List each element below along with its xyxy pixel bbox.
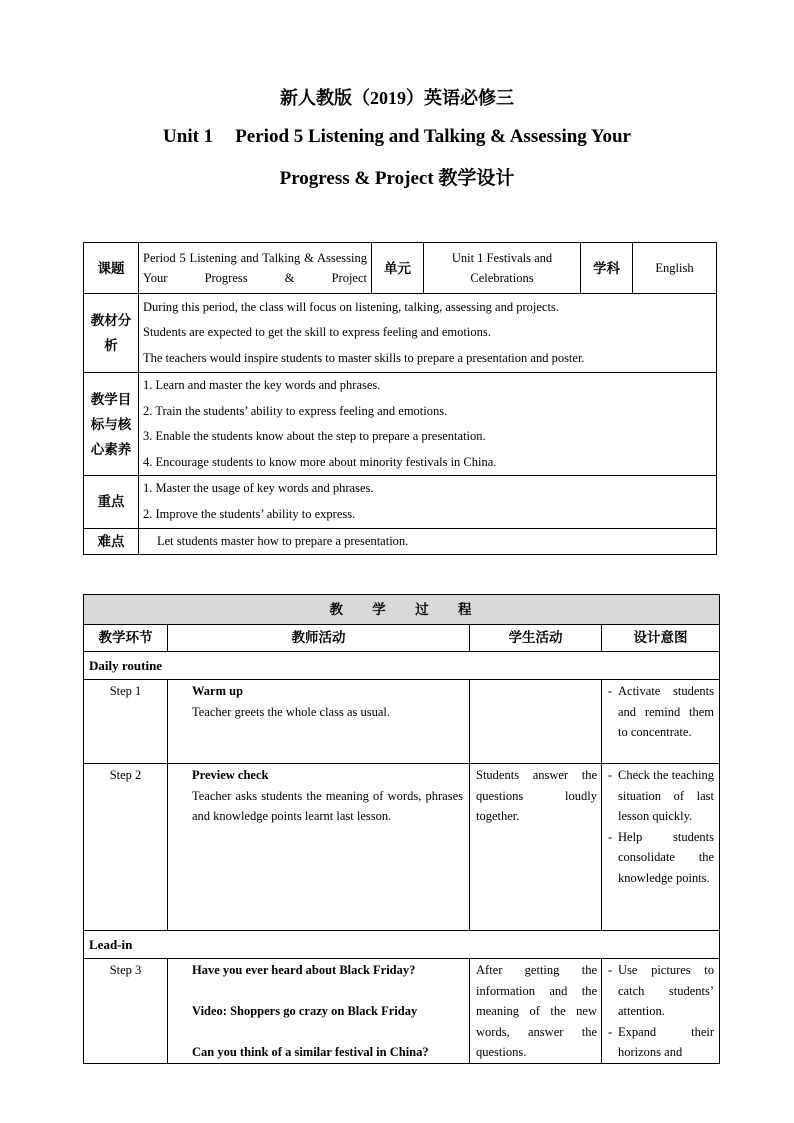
step-label: Step 1 — [84, 680, 168, 764]
purpose-item: - Check the teaching situation of last lesson quickly. — [608, 768, 714, 823]
goals-content — [139, 373, 717, 476]
key-point-item: 2. Improve the students’ ability to express. — [143, 506, 356, 521]
section-lead-in: Lead-in — [84, 931, 720, 959]
teacher-activity — [168, 764, 470, 931]
col-student-header: 学生活动 — [470, 625, 602, 652]
section-daily-routine: Daily routine — [84, 652, 720, 680]
student-activity: Students answer the questions loudly together. — [470, 764, 602, 931]
goal-item: 4. Encourage students to know more about minority festivals in China. — [143, 454, 497, 469]
step-row — [84, 764, 720, 931]
analysis-line: During this period, the class will focus on listening, talking, assessing and projects. — [143, 299, 559, 314]
document-title — [0, 80, 794, 200]
goals-label: 教学目标与核心素养 — [84, 373, 139, 476]
activity-title: Preview check — [192, 768, 269, 782]
student-activity: After getting the information and the meaning of the new words, answer the questions. — [470, 959, 602, 1064]
goals-row — [84, 373, 717, 476]
key-point-item: 1. Master the usage of key words and phrases. — [143, 481, 374, 496]
analysis-row — [84, 294, 717, 373]
section-row — [84, 931, 720, 959]
process-banner-row — [84, 595, 720, 625]
title-line-1: 新人教版（2019）英语必修三 — [280, 88, 514, 108]
teacher-activity — [168, 680, 470, 764]
activity-text: Teacher greets the whole class as usual. — [192, 704, 391, 719]
difficulty-label: 难点 — [84, 528, 139, 554]
purpose-item: - Activate students and remind them to concentrate. — [608, 684, 714, 739]
unit-label: 单元 — [372, 243, 424, 294]
col-purpose-header: 设计意图 — [602, 625, 720, 652]
activity-video: Video: Shoppers go crazy on Black Friday — [192, 1004, 418, 1018]
design-purpose — [602, 764, 720, 931]
goal-item: 1. Learn and master the key words and phrases. — [143, 378, 381, 392]
design-purpose — [602, 959, 720, 1064]
col-teacher-header: 教师活动 — [168, 625, 470, 652]
analysis-label: 教材分析 — [84, 294, 139, 373]
goal-item: 3. Enable the students know about the step to prepare a presentation. — [143, 429, 486, 444]
purpose-item: - Help students consolidate the knowledge points. — [608, 829, 714, 885]
goal-item: 2. Train the students’ ability to express feeling and emotions. — [143, 403, 448, 418]
difficulty-value: Let students master how to prepare a presentation. — [139, 528, 717, 554]
title-line-2 — [0, 116, 794, 158]
analysis-line: The teachers would inspire students to master skills to prepare a presentation and poster. — [143, 350, 585, 365]
purpose-item: - Expand their horizons and — [608, 1024, 714, 1059]
title-line-3: Progress & Project 教学设计 — [279, 168, 515, 189]
key-points-content — [139, 476, 717, 528]
key-points-row — [84, 476, 717, 528]
col-stage-header: 教学环节 — [84, 625, 168, 652]
topic-row — [84, 243, 717, 294]
design-purpose — [602, 680, 720, 764]
topic-value: Period 5 Listening and Talking & Assessing Your Progress & Project — [139, 243, 372, 294]
topic-label: 课题 — [84, 243, 139, 294]
activity-question: Can you think of a similar festival in China? — [192, 1045, 429, 1059]
key-points-label: 重点 — [84, 476, 139, 528]
analysis-content — [139, 294, 717, 373]
title-unit: Unit 1 — [163, 126, 214, 147]
purpose-item: - Use pictures to catch students’ attention. — [608, 963, 714, 1018]
step-label: Step 3 — [84, 959, 168, 1064]
analysis-line: Students are expected to get the skill to express feeling and emotions. — [143, 325, 491, 340]
section-row — [84, 652, 720, 680]
column-header-row — [84, 625, 720, 652]
lesson-info-table — [83, 242, 717, 555]
teacher-activity — [168, 959, 470, 1064]
activity-question: Have you ever heard about Black Friday? — [192, 963, 416, 977]
process-banner: 教 学 过 程 — [84, 595, 720, 625]
activity-title: Warm up — [192, 684, 244, 698]
step-row — [84, 680, 720, 764]
student-activity — [470, 680, 602, 764]
subject-label: 学科 — [581, 243, 633, 294]
activity-text: Teacher asks students the meaning of words, phrases and knowledge points learnt last lesson. — [192, 788, 463, 823]
difficulty-row — [84, 528, 717, 554]
step-label: Step 2 — [84, 764, 168, 931]
unit-value: Unit 1 Festivals and Celebrations — [424, 243, 581, 294]
teaching-process-table — [83, 594, 720, 1064]
title-period: Period 5 Listening and Talking & Assessing Your — [235, 126, 631, 147]
subject-value: English — [633, 243, 717, 294]
step-row — [84, 959, 720, 1064]
